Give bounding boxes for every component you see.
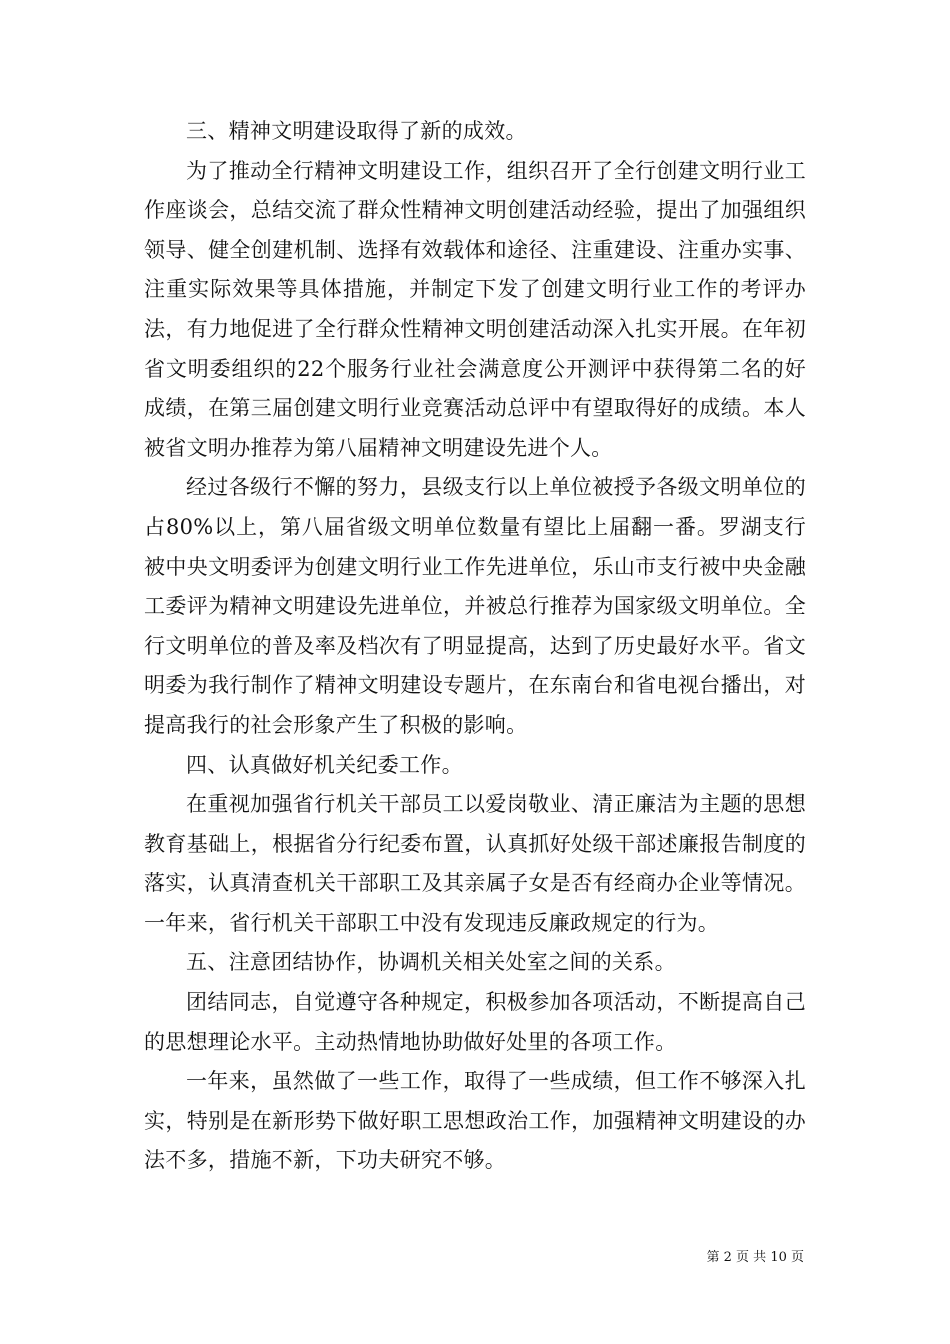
paragraph-discipline-work: 在重视加强省行机关干部员工以爱岗敬业、清正廉洁为主题的思想教育基础上，根据省分行纪委布置，认真抓好处级干部述廉报告制度的落实，认真清查机关干部职工及其亲属子女是否有经商办企业等情况。一年来，省行机关干部职工中没有发现违反廉政规定的行为。 xyxy=(144,792,806,935)
paragraph-civilization-units: 经过各级行不懈的努力，县级支行以上单位被授予各级文明单位的占80%以上，第八届省级文明单位数量有望比上届翻一番。罗湖支行被中央文明委评为创建文明行业工作先进单位，乐山市支行被中央金融工委评为精神文明建设先进单位，并被总行推荐为国家级文明单位。全行文明单位的普及率及档次有了明显提高，达到了历史最好水平。省文明委为我行制作了精神文明建设专题片，在东南台和省电视台播出，对提高我行的社会形象产生了积极的影响。 xyxy=(144,475,806,737)
page-number-footer: 第 2 页 共 10 页 xyxy=(706,1250,804,1265)
section-heading-3: 三、精神文明建设取得了新的成效。 xyxy=(186,119,527,143)
paragraph-shortcomings: 一年来，虽然做了一些工作，取得了一些成绩，但工作不够深入扎实，特别是在新形势下做好职工思想政治工作，加强精神文明建设的办法不多，措施不新，下功夫研究不够。 xyxy=(144,1069,806,1173)
section-heading-4: 四、认真做好机关纪委工作。 xyxy=(186,752,463,777)
document-body xyxy=(144,112,806,1181)
paragraph-teamwork: 团结同志，自觉遵守各种规定，积极参加各项活动，不断提高自己的思想理论水平。主动热情地协助做好处里的各项工作。 xyxy=(144,990,806,1054)
paragraph-civilization-work: 为了推动全行精神文明建设工作，组织召开了全行创建文明行业工作座谈会，总结交流了群众性精神文明创建活动经验，提出了加强组织领导、健全创建机制、选择有效载体和途径、注重建设、注重办实事、注重实际效果等具体措施，并制定下发了创建文明行业工作的考评办法，有力地促进了全行群众性精神文明创建活动深入扎实开展。在年初省文明委组织的22个服务行业社会满意度公开测评中获得第二名的好成绩，在第三届创建文明行业竞赛活动总评中有望取得好的成绩。本人被省文明办推荐为第八届精神文明建设先进个人。 xyxy=(144,158,806,460)
section-heading-5: 五、注意团结协作，协调机关相关处室之间的关系。 xyxy=(186,950,676,975)
